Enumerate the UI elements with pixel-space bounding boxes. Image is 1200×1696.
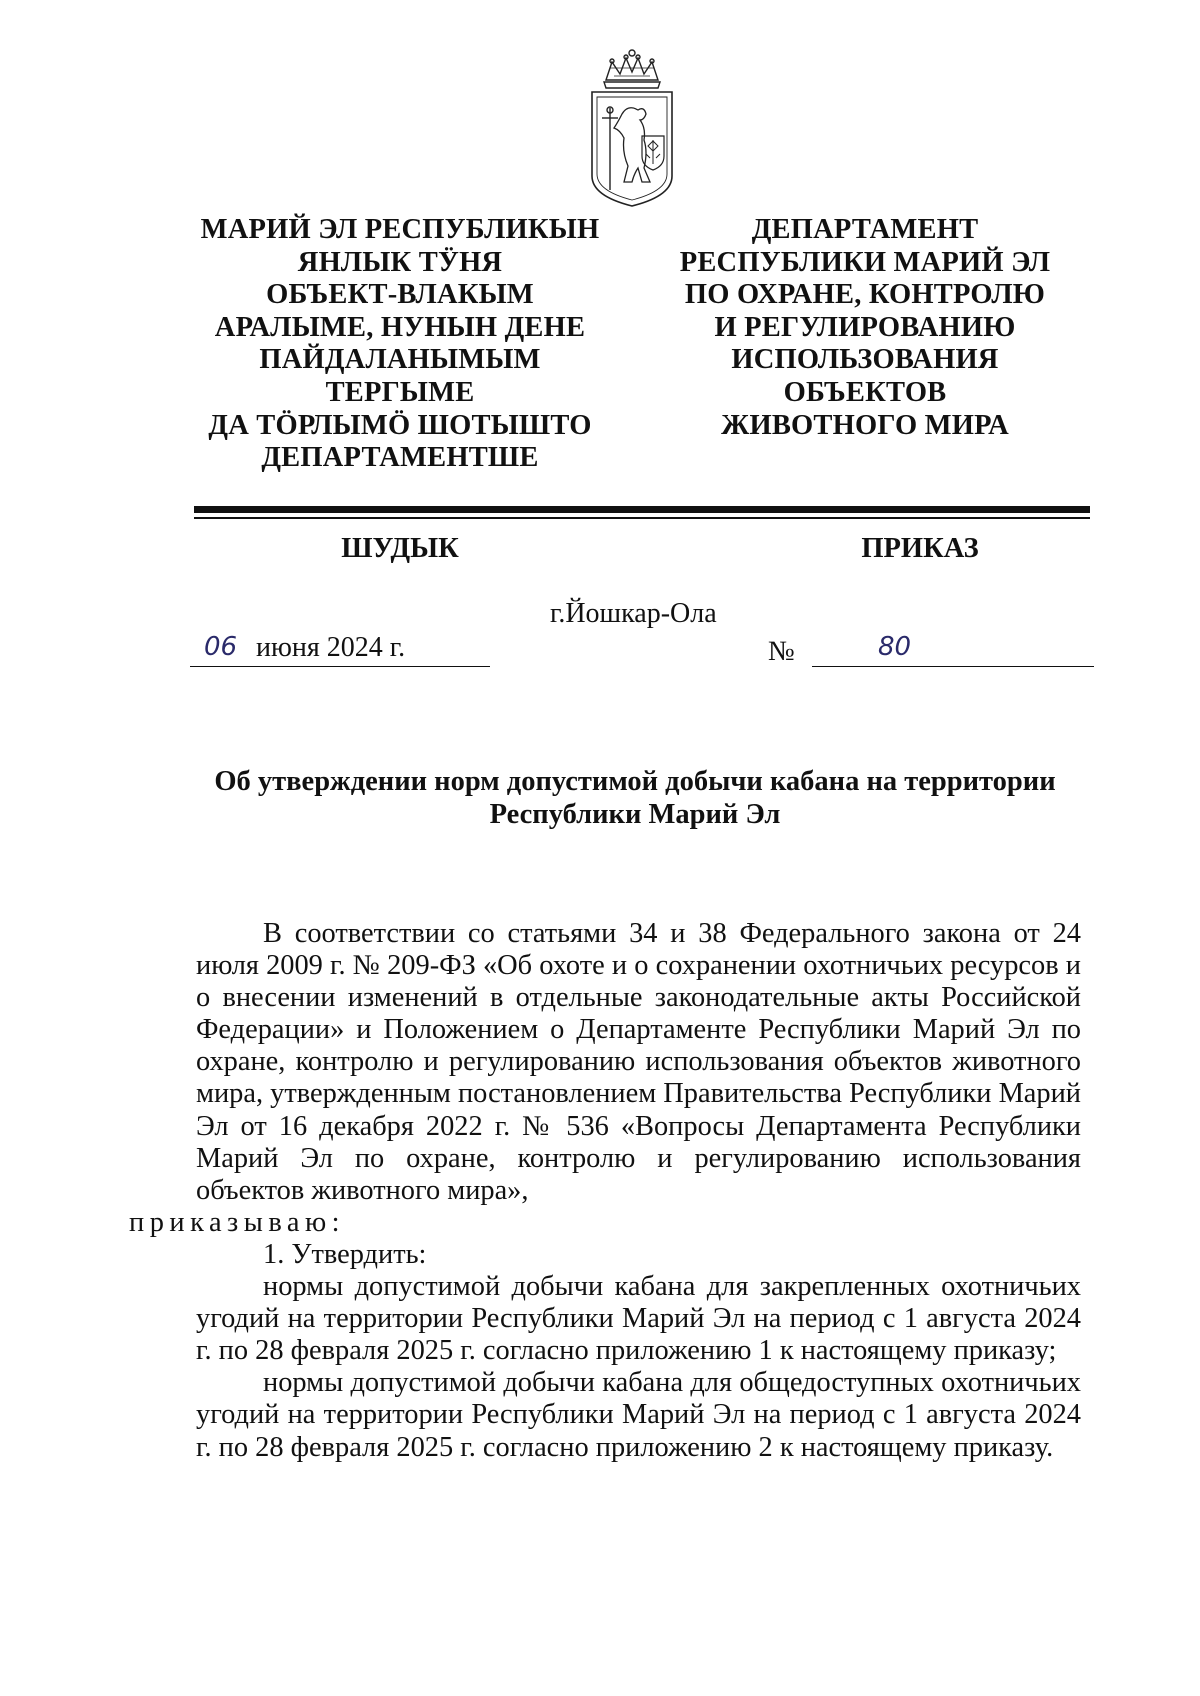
item-1a-paragraph: нормы допустимой добычи кабана для закрепленных охотничьих угодий на территории Республики Марий Эл на период с 1 августа 2024 г. по 28 февраля 2025 г. согласно приложению 1 к настоящему приказу; bbox=[196, 1271, 1081, 1367]
header-left-line: МАРИЙ ЭЛ РЕСПУБЛИКЫН bbox=[200, 214, 600, 245]
title-line: Республики Марий Эл bbox=[489, 799, 781, 830]
title-line: Об утверждении норм допустимой добычи кабана на территории bbox=[214, 766, 1056, 797]
header-right-line: РЕСПУБЛИКИ МАРИЙ ЭЛ bbox=[679, 246, 1051, 278]
header-right-line: И РЕГУЛИРОВАНИЮ bbox=[714, 311, 1016, 343]
date-field bbox=[190, 630, 490, 667]
preamble-paragraph bbox=[129, 918, 1081, 1239]
order-word: приказываю: bbox=[129, 1206, 346, 1238]
city-label: г.Йошкар-Ола bbox=[550, 598, 717, 629]
header-left-line: ПАЙДАЛАНЫМЫМ bbox=[259, 344, 541, 376]
header-left-line: ЯНЛЫК ТӰНЯ bbox=[297, 246, 503, 278]
doc-kind-russian: ПРИКАЗ bbox=[861, 533, 979, 564]
number-field bbox=[812, 630, 1094, 667]
header-left-block bbox=[180, 214, 620, 475]
item-1: 1. Утвердить: bbox=[263, 1238, 427, 1270]
date-day-handwritten: 06 bbox=[204, 632, 238, 662]
number-label: № bbox=[768, 636, 795, 667]
document-body bbox=[129, 918, 1081, 1464]
item-1b-paragraph: нормы допустимой добычи кабана для общедоступных охотничьих угодий на территории Республики Марий Эл на период с 1 августа 2024 г. по 28 февраля 2025 г. согласно приложению 2 к настоящему приказу. bbox=[196, 1367, 1081, 1463]
header-left-line: ДА ТӦРЛЫМӦ ШОТЫШТО bbox=[208, 409, 592, 441]
header-right-line: ДЕПАРТАМЕНТ bbox=[751, 214, 979, 245]
coat-of-arms-icon bbox=[584, 48, 680, 208]
header-right-line: ИСПОЛЬЗОВАНИЯ bbox=[731, 344, 999, 376]
header-left-line: ДЕПАРТАМЕНТШЕ bbox=[261, 442, 539, 474]
header-right-line: ПО ОХРАНЕ, КОНТРОЛЮ bbox=[684, 279, 1046, 311]
header-right-line: ЖИВОТНОГО МИРА bbox=[721, 409, 1009, 441]
doc-kind-mari: ШУДЫК bbox=[341, 533, 459, 564]
preamble-text: В соответствии со статьями 34 и 38 Федерального закона от 24 июля 2009 г. № 209-ФЗ «Об охоте и о сохранении охотничьих ресурсов и о внесении изменений в отдельные законодательные акты Российской Федерации» и Положением о Департаменте Республики Марий Эл по охране, контролю и регулированию использования объектов животного мира, утвержденным постановлением Правительства Республики Марий Эл от 16 декабря 2022 г. № 536 «Вопросы Департамента Республики Марий Эл по охране, контролю и регулированию использования объектов животного мира», bbox=[196, 918, 1081, 1206]
document-title bbox=[180, 765, 1090, 831]
header-left-line: ОБЪЕКТ-ВЛАКЫМ bbox=[266, 279, 534, 311]
header-left-line: ТЕРГЫМЕ bbox=[325, 376, 475, 408]
date-month-year: июня 2024 г. bbox=[256, 632, 406, 663]
header-right-line: ОБЪЕКТОВ bbox=[783, 376, 947, 408]
header-left-line: АРАЛЫМЕ, НУНЫН ДЕНЕ bbox=[214, 311, 586, 343]
number-handwritten: 80 bbox=[878, 632, 912, 662]
header-divider-thin bbox=[194, 517, 1090, 519]
header-divider-thick bbox=[194, 506, 1090, 513]
header-right-block bbox=[655, 214, 1075, 442]
